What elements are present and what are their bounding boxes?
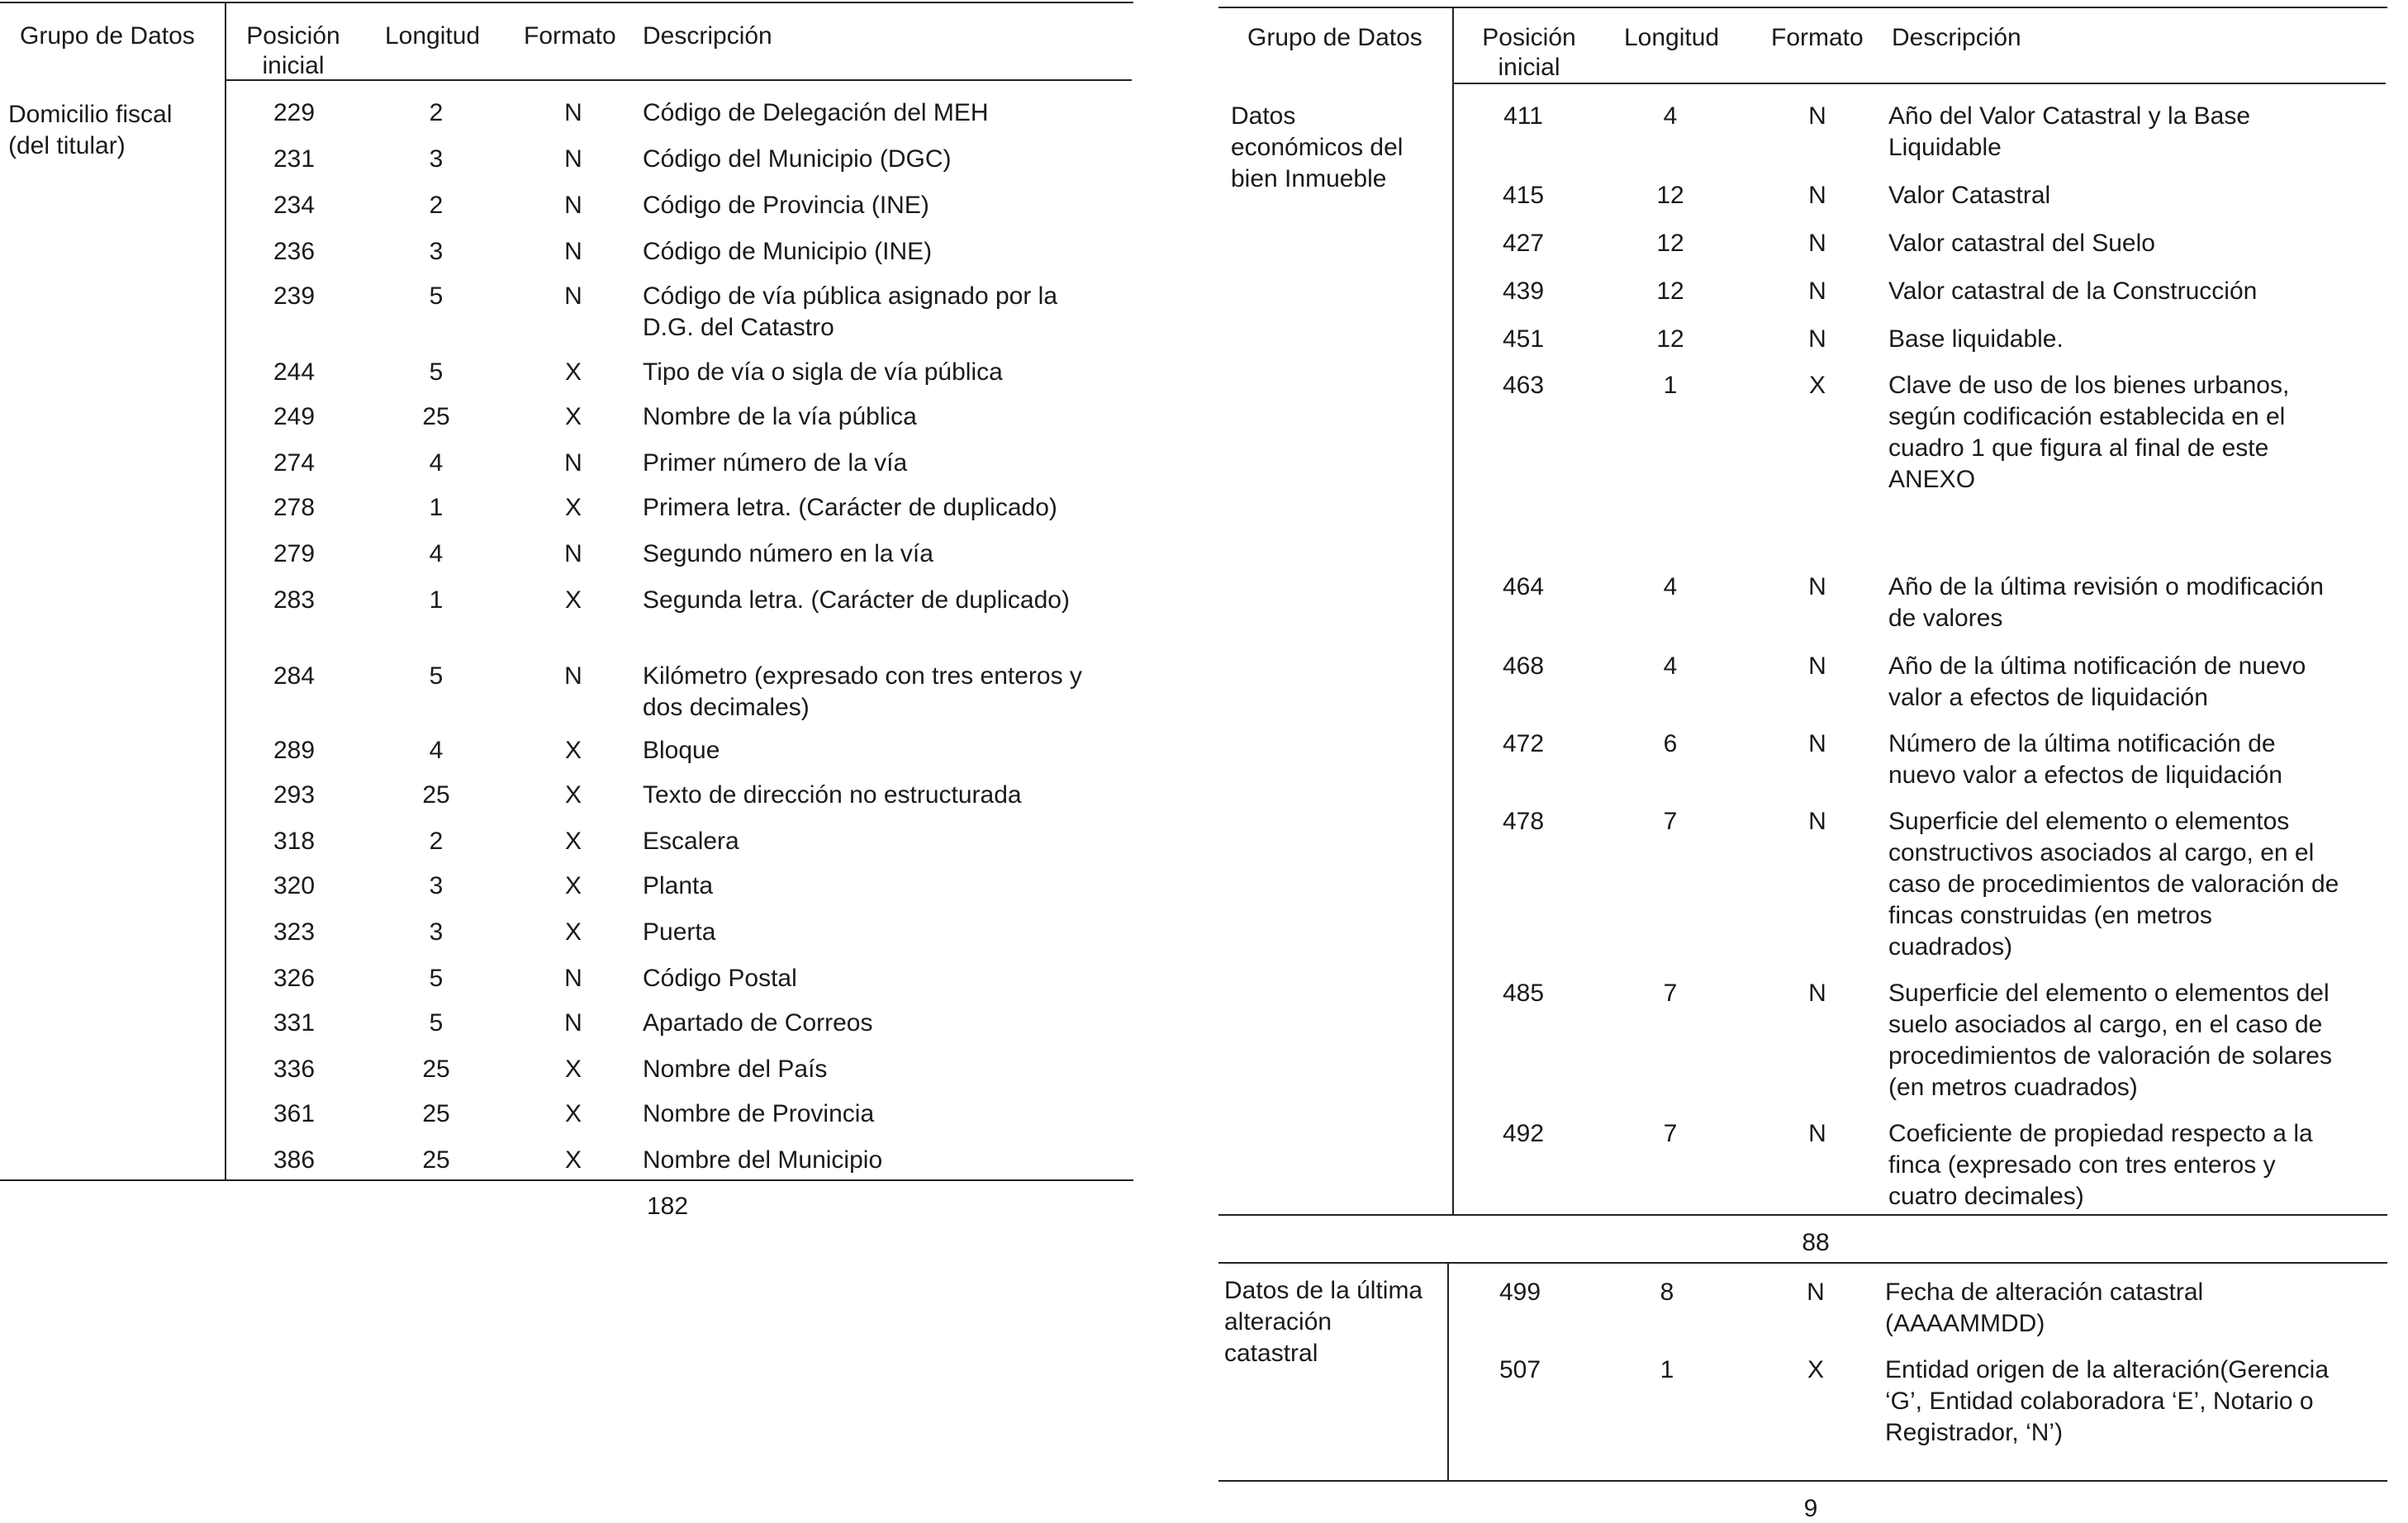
row-position: 427 — [1502, 230, 1545, 257]
row-length: 12 — [1656, 230, 1684, 257]
right-header-position: Posición inicial — [1482, 24, 1576, 81]
row-length: 5 — [429, 662, 444, 690]
row-length: 5 — [429, 358, 444, 386]
row-length: 3 — [429, 918, 444, 946]
row-length: 7 — [1663, 980, 1678, 1007]
row-format: X — [564, 828, 582, 855]
row-position: 507 — [1498, 1356, 1541, 1383]
row-format: N — [564, 662, 582, 690]
row-format: X — [1808, 372, 1826, 399]
row-length: 5 — [429, 282, 444, 310]
left-page-number: 182 — [646, 1193, 689, 1220]
row-description: Nombre del Municipio — [643, 1146, 883, 1174]
row-description: Entidad origen de la alteración(Gerencia ‘G’, Entidad colaboradora ‘E’, Notario o Registrador, ‘N’) — [1885, 1356, 2329, 1446]
row-description: Número de la última notificación de nuevo valor a efectos de liquidación — [1888, 730, 2282, 789]
right-header-rule — [1452, 83, 2386, 84]
row-position: 478 — [1502, 808, 1545, 835]
row-position: 336 — [273, 1056, 316, 1083]
row-position: 249 — [273, 403, 316, 430]
row-format: N — [1808, 325, 1826, 353]
row-format: N — [564, 540, 582, 567]
right-block2-page-number: 9 — [1803, 1495, 1818, 1522]
row-description: Base liquidable. — [1888, 325, 2064, 353]
row-length: 7 — [1663, 808, 1678, 835]
row-length: 1 — [1663, 372, 1678, 399]
row-description: Valor catastral del Suelo — [1888, 230, 2155, 257]
row-format: X — [564, 1100, 582, 1127]
row-format: X — [564, 872, 582, 899]
row-position: 468 — [1502, 652, 1545, 680]
row-format: N — [1808, 730, 1826, 757]
row-length: 5 — [429, 965, 444, 992]
row-position: 331 — [273, 1009, 316, 1037]
row-position: 386 — [273, 1146, 316, 1174]
row-position: 439 — [1502, 278, 1545, 305]
row-format: X — [564, 918, 582, 946]
row-format: N — [1808, 278, 1826, 305]
left-group-label: Domicilio fiscal (del titular) — [8, 101, 173, 159]
right-block2-divider — [1447, 1262, 1449, 1480]
right-header-format: Formato — [1771, 24, 1864, 51]
row-format: X — [564, 737, 582, 764]
row-length: 25 — [422, 403, 450, 430]
row-format: X — [564, 781, 582, 809]
right-page-number: 88 — [1802, 1229, 1830, 1256]
row-length: 2 — [429, 828, 444, 855]
row-position: 239 — [273, 282, 316, 310]
right-table-bottom-rule — [1218, 1214, 2387, 1216]
row-position: 323 — [273, 918, 316, 946]
row-position: 293 — [273, 781, 316, 809]
row-length: 2 — [429, 99, 444, 126]
right-header-description: Descripción — [1892, 24, 2021, 51]
row-description: Valor catastral de la Construcción — [1888, 278, 2258, 305]
row-description: Fecha de alteración catastral (AAAAMMDD) — [1885, 1279, 2204, 1337]
row-length: 4 — [429, 540, 444, 567]
row-format: N — [1808, 573, 1826, 600]
row-format: N — [564, 145, 582, 173]
row-description: Primer número de la vía — [643, 449, 908, 477]
row-description: Superficie del elemento o elementos del suelo asociados al cargo, en el caso de procedimientos de valoración de solares (en metros cuadrados) — [1888, 980, 2332, 1101]
row-description: Texto de dirección no estructurada — [643, 781, 1022, 809]
row-length: 1 — [429, 586, 444, 614]
row-position: 234 — [273, 192, 316, 219]
row-length: 12 — [1656, 278, 1684, 305]
row-format: N — [1808, 230, 1826, 257]
row-length: 12 — [1656, 182, 1684, 209]
right-block2-bottom-rule — [1218, 1480, 2387, 1482]
row-description: Escalera — [643, 828, 739, 855]
row-description: Clave de uso de los bienes urbanos, según codificación establecida en el cuadro 1 que figura al final de este ANEXO — [1888, 372, 2290, 493]
row-format: N — [1808, 102, 1826, 130]
row-description: Bloque — [643, 737, 720, 764]
row-position: 231 — [273, 145, 316, 173]
row-length: 25 — [422, 1146, 450, 1174]
row-position: 326 — [273, 965, 316, 992]
left-table-bottom-rule — [0, 1179, 1133, 1181]
row-position: 472 — [1502, 730, 1545, 757]
row-length: 3 — [429, 145, 444, 173]
row-format: X — [564, 586, 582, 614]
row-position: 274 — [273, 449, 316, 477]
row-position: 320 — [273, 872, 316, 899]
row-length: 4 — [429, 449, 444, 477]
row-length: 4 — [1663, 573, 1678, 600]
row-format: N — [564, 282, 582, 310]
row-format: N — [564, 449, 582, 477]
left-header-position: Posición inicial — [246, 22, 340, 79]
row-format: N — [564, 1009, 582, 1037]
left-column-divider — [225, 3, 226, 1179]
row-position: 464 — [1502, 573, 1545, 600]
right-header-group: Grupo de Datos — [1247, 24, 1422, 51]
right-column-divider — [1452, 7, 1454, 1214]
row-description: Código Postal — [643, 965, 797, 992]
row-length: 1 — [1660, 1356, 1674, 1383]
row-description: Kilómetro (expresado con tres enteros y dos decimales) — [643, 662, 1082, 721]
row-description: Apartado de Correos — [643, 1009, 873, 1037]
row-position: 415 — [1502, 182, 1545, 209]
row-position: 278 — [273, 494, 316, 521]
row-position: 244 — [273, 358, 316, 386]
row-description: Coeficiente de propiedad respecto a la finca (expresado con tres enteros y cuatro decimales) — [1888, 1120, 2313, 1210]
row-length: 7 — [1663, 1120, 1678, 1147]
row-position: 463 — [1502, 372, 1545, 399]
right-header-length: Longitud — [1624, 24, 1720, 51]
row-length: 3 — [429, 872, 444, 899]
row-description: Planta — [643, 872, 714, 899]
row-format: N — [1808, 980, 1826, 1007]
row-description: Año de la última notificación de nuevo valor a efectos de liquidación — [1888, 652, 2306, 711]
row-format: X — [564, 358, 582, 386]
row-format: X — [564, 494, 582, 521]
right-block2-group-label: Datos de la última alteración catastral — [1224, 1277, 1423, 1367]
row-format: X — [564, 1056, 582, 1083]
row-description: Código de Municipio (INE) — [643, 238, 933, 265]
row-length: 5 — [429, 1009, 444, 1037]
left-header-length: Longitud — [385, 22, 481, 50]
row-position: 229 — [273, 99, 316, 126]
left-header-group: Grupo de Datos — [20, 22, 195, 50]
row-description: Superficie del elemento o elementos constructivos asociados al cargo, en el caso de procedimientos de valoración de fincas construidas (en metros cuadrados) — [1888, 808, 2339, 961]
left-header-format: Formato — [524, 22, 616, 50]
row-description: Tipo de vía o sigla de vía pública — [643, 358, 1003, 386]
row-position: 499 — [1498, 1279, 1541, 1306]
row-position: 236 — [273, 238, 316, 265]
left-header-rule — [225, 79, 1132, 81]
row-format: X — [564, 403, 582, 430]
right-group-label: Datos económicos del bien Inmueble — [1231, 102, 1403, 192]
row-format: N — [1808, 182, 1826, 209]
row-length: 2 — [429, 192, 444, 219]
row-description: Código de Provincia (INE) — [643, 192, 929, 219]
row-length: 25 — [422, 1056, 450, 1083]
row-format: N — [564, 192, 582, 219]
row-length: 6 — [1663, 730, 1678, 757]
row-description: Año del Valor Catastral y la Base Liquidable — [1888, 102, 2251, 161]
row-description: Año de la última revisión o modificación de valores — [1888, 573, 2324, 632]
row-position: 279 — [273, 540, 316, 567]
row-format: X — [1807, 1356, 1824, 1383]
row-description: Valor Catastral — [1888, 182, 2051, 209]
row-position: 318 — [273, 828, 316, 855]
row-length: 4 — [1663, 102, 1678, 130]
row-length: 25 — [422, 1100, 450, 1127]
row-description: Código de Delegación del MEH — [643, 99, 989, 126]
row-position: 284 — [273, 662, 316, 690]
right-block2-top-rule — [1218, 1262, 2387, 1264]
row-description: Puerta — [643, 918, 716, 946]
row-description: Código de vía pública asignado por la D.G. del Catastro — [643, 282, 1058, 341]
row-position: 485 — [1502, 980, 1545, 1007]
row-format: N — [1808, 1120, 1826, 1147]
row-length: 1 — [429, 494, 444, 521]
row-format: N — [1808, 808, 1826, 835]
row-description: Código del Municipio (DGC) — [643, 145, 952, 173]
left-header-description: Descripción — [643, 22, 772, 50]
row-position: 361 — [273, 1100, 316, 1127]
row-length: 25 — [422, 781, 450, 809]
row-position: 283 — [273, 586, 316, 614]
row-description: Nombre de la vía pública — [643, 403, 917, 430]
row-format: N — [564, 99, 582, 126]
row-length: 12 — [1656, 325, 1684, 353]
row-format: X — [564, 1146, 582, 1174]
row-length: 8 — [1660, 1279, 1674, 1306]
row-length: 4 — [429, 737, 444, 764]
row-length: 3 — [429, 238, 444, 265]
left-table-top-rule — [0, 2, 1133, 3]
row-format: N — [1807, 1279, 1825, 1306]
row-format: N — [1808, 652, 1826, 680]
row-format: N — [564, 965, 582, 992]
row-description: Segunda letra. (Carácter de duplicado) — [643, 586, 1070, 614]
row-position: 492 — [1502, 1120, 1545, 1147]
row-position: 451 — [1502, 325, 1545, 353]
row-length: 4 — [1663, 652, 1678, 680]
right-table-top-rule — [1218, 7, 2387, 8]
row-description: Nombre de Provincia — [643, 1100, 875, 1127]
row-position: 411 — [1503, 102, 1543, 130]
row-description: Primera letra. (Carácter de duplicado) — [643, 494, 1057, 521]
row-format: N — [564, 238, 582, 265]
row-description: Nombre del País — [643, 1056, 828, 1083]
row-position: 289 — [273, 737, 316, 764]
row-description: Segundo número en la vía — [643, 540, 933, 567]
